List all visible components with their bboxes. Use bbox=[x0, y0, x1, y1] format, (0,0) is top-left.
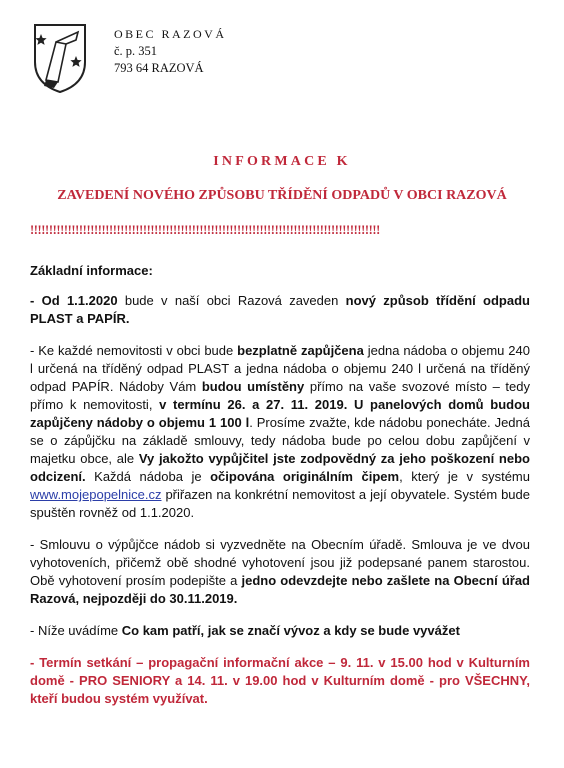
paragraph-meeting: - Termín setkání – propagační informační akce – 9. 11. v 15.00 hod v Kulturním domě - PRO SENIORY a 14. 11. v 19.00 hod v Kulturním domě - pro VŠECHNY, kteří budou systém využívat. bbox=[30, 655, 530, 706]
intro-heading: Základní informace: bbox=[30, 263, 153, 278]
paragraph-overview: - Níže uvádíme Co kam patří, jak se značí vývoz a kdy se bude vyvážet bbox=[30, 623, 460, 638]
address-line-1: č. p. 351 bbox=[114, 44, 158, 58]
paragraph-start-date: - Od 1.1.2020 bude v naší obci Razová zaveden nový způsob třídění odpadu PLAST a PAPÍR. bbox=[30, 293, 530, 326]
document-subtitle: ZAVEDENÍ NOVÉHO ZPŮSOBU TŘÍDĚNÍ ODPADŮ V OBCI RAZOVÁ bbox=[57, 188, 507, 203]
website-link[interactable]: www.mojepopelnice.cz bbox=[30, 487, 162, 502]
exclamation-divider: !!!!!!!!!!!!!!!!!!!!!!!!!!!!!!!!!!!!!!!!!!!!!!!!!!!!!!!!!!!!!!!!!!!!!!!!!!!!!!!!!!!!!!!!!!!!! bbox=[30, 223, 380, 237]
document-body bbox=[30, 262, 530, 722]
paragraph-contract: - Smlouvu o výpůjčce nádob si vyzvedněte na Obecním úřadě. Smlouva je ve dvou vyhotoveních, přičemž obě shodné vyhotovení jsou již podepsané panem starostou. Obě vyhotovení prosím podepište a jedno odevzdejte nebo zašlete na Obecní úřad Razová, nejpozději do 30.11.2019. bbox=[30, 537, 530, 606]
municipality-name: OBEC RAZOVÁ bbox=[114, 27, 227, 41]
paragraph-containers: - Ke každé nemovitosti v obci bude bezplatně zapůjčena jedna nádoba o objemu 240 l určená na tříděný odpad PLAST a jedna nádoba o objemu 240 l určená na tříděný odpad PAPÍR. Nádoby Vám budou umístěny přímo na vaše svozové místo – tedy přímo k nemovitosti, v termínu 26. a 27. 11. 2019. U panelových domů budou zapůjčeny nádoby o objemu 1 100 l. Prosíme zvažte, kde nádobu ponecháte. Jedná se o zápůjčku na základě smlouvy, tedy nádoba bude po celou dobu zapůjčení v majetku obce, ale Vy jakožto vypůjčitel jste zodpovědný za jeho poškození nebo odcizení. Každá nádoba je očipována originálním čipem, který je v systému www.mojepopelnice.cz přiřazen na konkrétní nemovitost a její obyvatele. Systém bude spuštěn rovněž od 1.1.2020. bbox=[30, 343, 530, 520]
municipality-header bbox=[114, 26, 227, 77]
address-line-2: 793 64 RAZOVÁ bbox=[114, 61, 204, 75]
document-title: INFORMACE K bbox=[213, 154, 351, 169]
coat-of-arms-icon bbox=[32, 22, 88, 94]
